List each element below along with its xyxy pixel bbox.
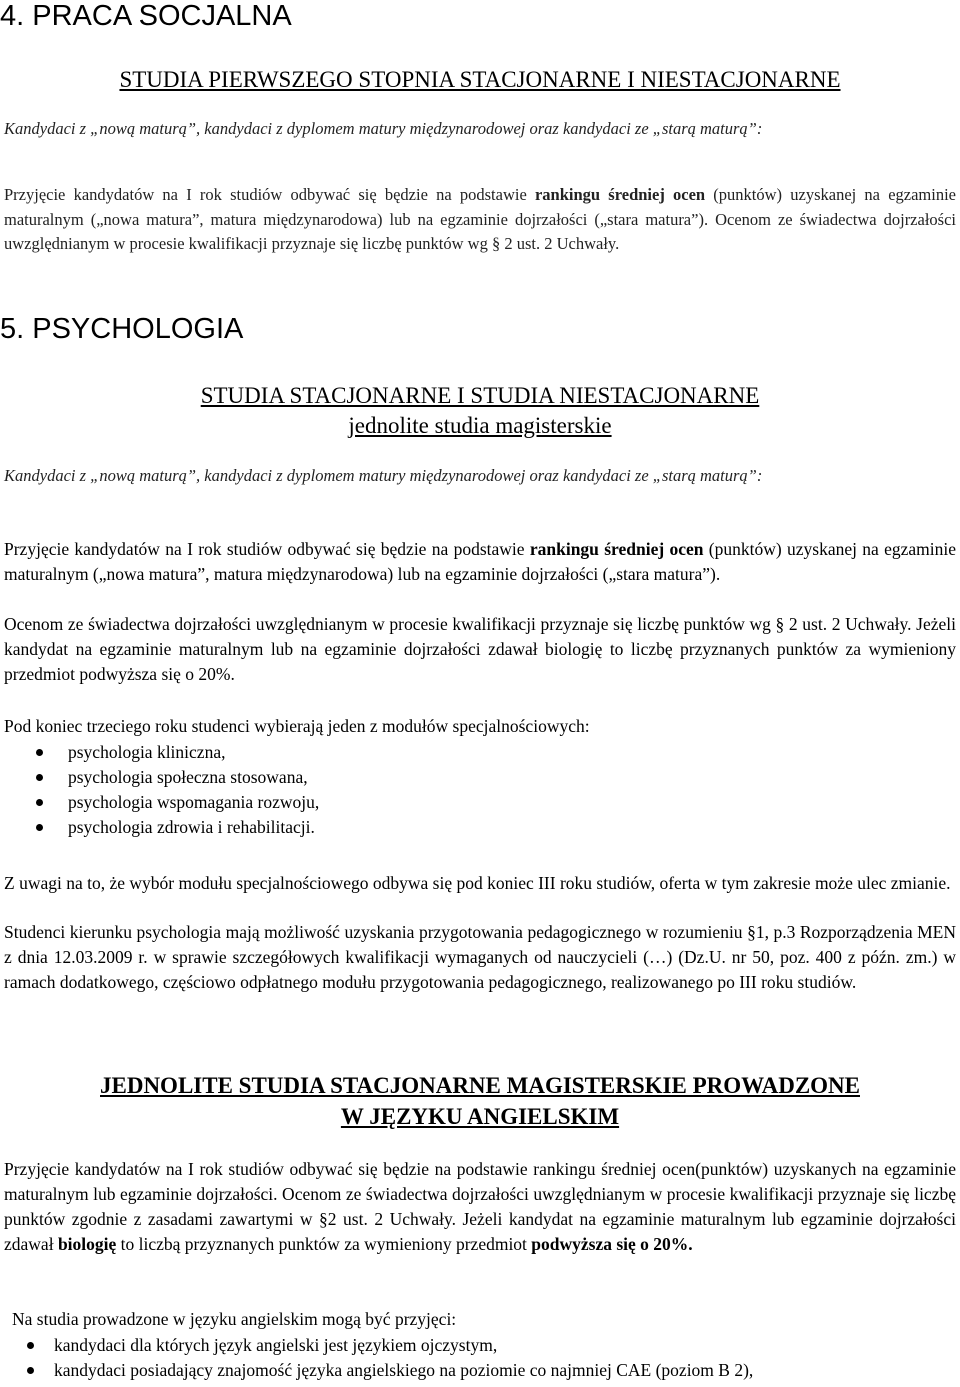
- english-admission-text-b: to liczbą przyznanych punktów za wymieniony przedmiot: [116, 1234, 532, 1254]
- list-item-text: kandydaci dla których język angielski jest językiem ojczystym,: [54, 1335, 498, 1355]
- section-5-heading: 5. PSYCHOLOGIA: [0, 313, 244, 345]
- section-4-admission-text-a: Przyjęcie kandydatów na I rok studiów odbywać się będzie na podstawie: [4, 185, 535, 204]
- bullet-icon: [36, 799, 43, 806]
- list-item-text: psychologia zdrowia i rehabilitacji.: [68, 817, 315, 837]
- bullet-icon: [36, 749, 43, 756]
- section-5-pedagogy: Studenci kierunku psychologia mają możliwość uzyskania przygotowania pedagogicznego w rozumieniu §1, p.3 Rozporządzenia MEN z dnia 12.03.2009 r. w sprawie szczegółowych kwalifikacji wymaganych od nauczycieli (…) (Dz.U. nr 50, poz. 400 z późn. zm.) w ramach dodatkowego, częściowo odpłatnego modułu przygotowania pedagogicznego, realizowanego po III roku studiów.: [4, 922, 956, 992]
- english-heading-2: W JĘZYKU ANGIELSKIM: [340, 1104, 620, 1129]
- english-admission-text-a: Przyjęcie kandydatów na I rok studiów odbywać się będzie na podstawie rankingu średniej ocen(punktów) uzyskanych na egzaminie maturalnym lub egzaminie dojrzałości. Ocenom ze świadectwa dojrzałości uwzględnianym w procesie kwalifikacji przyznaje się liczbę punktów zgodnie z zasadami zawartymi w §2 ust. 2 Uchwały. Jeżeli kandydat na egzaminie maturalnym lub egzaminie dojrzałości zdawał: [4, 1159, 956, 1254]
- list-item: [0, 1333, 753, 1358]
- list-item: [0, 740, 319, 765]
- bullet-icon: [27, 1367, 34, 1374]
- section-5-points-paragraph: Ocenom ze świadectwa dojrzałości uwzględnianym w procesie kwalifikacji przyznaje się liczbę punktów wg § 2 ust. 2 Uchwały. Jeżeli kandydat na egzaminie maturalnym lub na egzaminie dojrzałości zdawał biologię to liczbę przyznanych punktów za wymieniony przedmiot podwyższa się o 20%.: [4, 614, 956, 684]
- list-item-text: psychologia kliniczna,: [68, 742, 226, 762]
- bullet-icon: [36, 774, 43, 781]
- bullet-icon: [36, 824, 43, 831]
- english-admission-bold-2: podwyższa się o 20%.: [531, 1234, 693, 1254]
- section-5-modules-intro: Pod koniec trzeciego roku studenci wybierają jeden z modułów specjalnościowych:: [4, 716, 590, 736]
- list-item-text: kandydaci posiadający znajomość języka angielskiego na poziomie co najmniej CAE (poziom B 2),: [54, 1360, 754, 1380]
- section-5-admission-text-a: Przyjęcie kandydatów na I rok studiów odbywać się będzie na podstawie: [4, 539, 530, 559]
- english-admit-list: [0, 1333, 753, 1383]
- bullet-icon: [27, 1342, 34, 1349]
- list-item: [0, 815, 319, 840]
- list-item-text: psychologia społeczna stosowana,: [68, 767, 308, 787]
- section-4-admission-paragraph: [4, 183, 956, 257]
- english-admission-paragraph: [4, 1157, 956, 1257]
- section-5-admission-text-b: (punktów) uzyskanej na egzaminie maturalnym („nowa matura”, matura międzynarodowa) lub na egzaminie dojrzałości („stara matura”).: [4, 539, 957, 584]
- section-5-subheading-1: STUDIA STACJONARNE I STUDIA NIESTACJONARNE: [200, 383, 760, 408]
- section-4-subheading: STUDIA PIERWSZEGO STOPNIA STACJONARNE I NIESTACJONARNE: [119, 67, 841, 92]
- list-item-text: psychologia wspomagania rozwoju,: [68, 792, 320, 812]
- english-admission-bold-1: biologię: [57, 1234, 117, 1254]
- section-5-subheading-2: jednolite studia magisterskie: [348, 413, 612, 438]
- list-item: [0, 1358, 753, 1383]
- section-5-note: Z uwagi na to, że wybór modułu specjalnościowego odbywa się pod koniec III roku studiów, oferta w tym zakresie może ulec zmianie.: [4, 873, 951, 893]
- section-5-candidates: Kandydaci z „nową maturą”, kandydaci z dyplomem matury międzynarodowej oraz kandydaci ze „starą maturą”:: [4, 466, 763, 485]
- section-4-admission-text-b: (punktów) uzyskanej na egzaminie maturalnym („nowa matura”, matura międzynarodowa) lub na egzaminie dojrzałości („stara matura”). Ocenom ze świadectwa dojrzałości uwzględnianym w procesie kwalifikacji przyznaje się liczbę punktów wg § 2 ust. 2 Uchwały.: [4, 185, 956, 253]
- section-4-candidates: Kandydaci z „nową maturą”, kandydaci z dyplomem matury międzynarodowej oraz kandydaci ze „starą maturą”:: [4, 119, 763, 138]
- section-5-modules-list: [0, 740, 319, 840]
- list-item: [0, 790, 319, 815]
- english-admit-intro: Na studia prowadzone w języku angielskim mogą być przyjęci:: [12, 1309, 457, 1329]
- section-5-admission-bold: rankingu średniej ocen: [529, 539, 704, 559]
- section-4-admission-bold: rankingu średniej ocen: [534, 185, 706, 204]
- list-item: [0, 765, 319, 790]
- english-heading-1: JEDNOLITE STUDIA STACJONARNE MAGISTERSKIE PROWADZONE: [100, 1073, 860, 1098]
- section-5-admission-paragraph: [4, 537, 956, 587]
- section-4-heading: 4. PRACA SOCJALNA: [0, 0, 292, 32]
